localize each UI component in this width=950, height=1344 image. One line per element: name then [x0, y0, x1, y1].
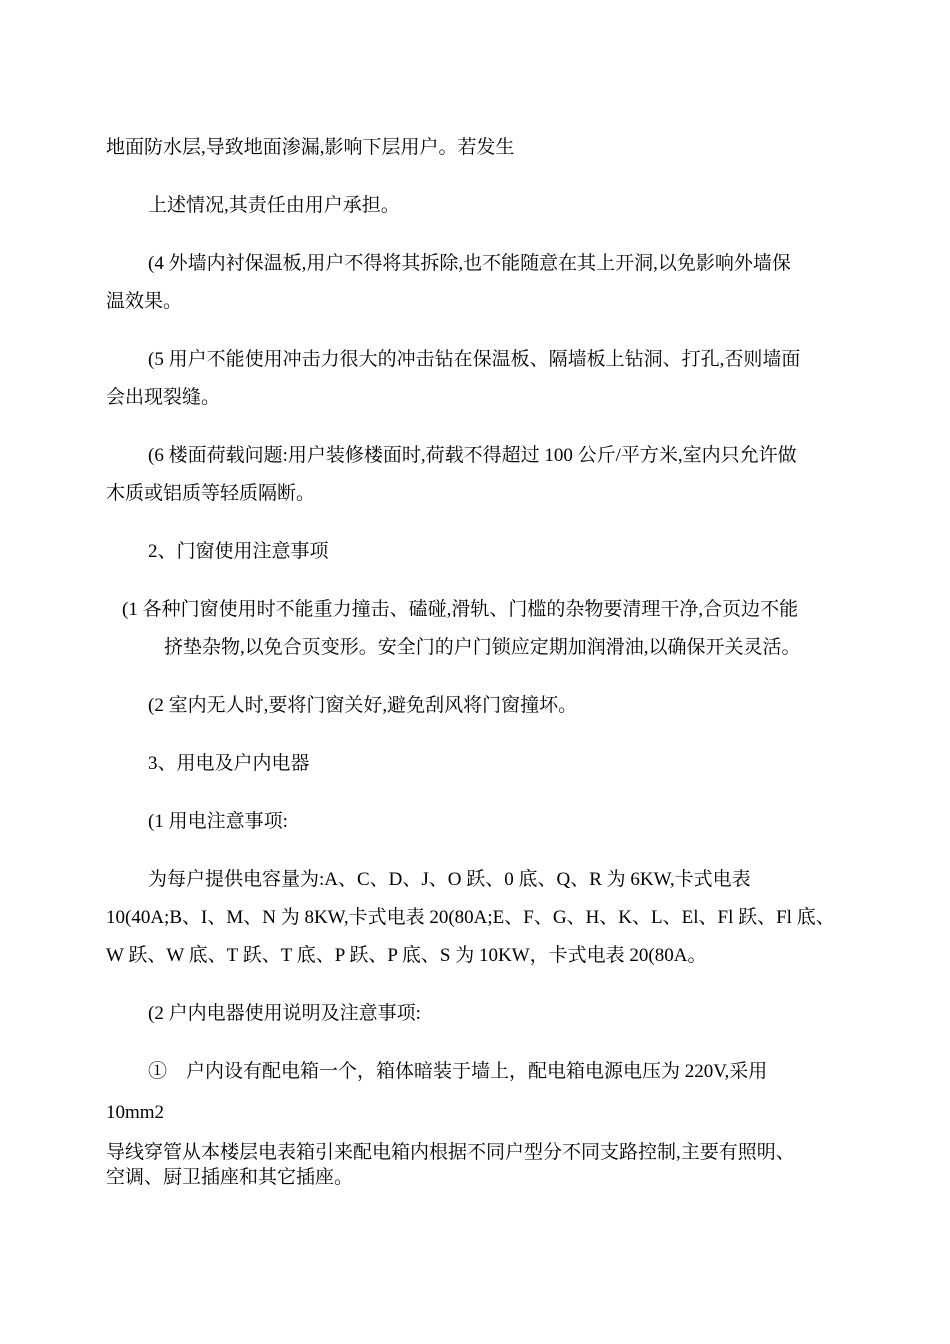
section-heading: 2、门窗使用注意事项 — [148, 541, 329, 562]
text-line: W 跃、W 底、T 跃、T 底、P 跃、P 底、S 为 10KW，卡式电表 20(80A。 — [106, 945, 707, 966]
text-line: 导线穿管从本楼层电表箱引来配电箱内根据不同户型分不同支路控制,主要有照明、 — [106, 1142, 795, 1163]
text-line: 温效果。 — [106, 291, 183, 312]
text-line: 为每户提供电容量为:A、C、D、J、O 跃、0 底、Q、R 为 6KW,卡式电表 — [148, 869, 751, 890]
text-line: (2 室内无人时,要将门窗关好,避免刮风将门窗撞坏。 — [148, 695, 578, 716]
text-line: 上述情况,其责任由用户承担。 — [148, 195, 400, 216]
text-line: ① 户内设有配电箱一个，箱体暗装于墙上，配电箱电源电压为 220V,采用 — [148, 1061, 768, 1082]
text-line: (1 各种门窗使用时不能重力撞击、磕碰,滑轨、门槛的杂物要清理干净,合页边不能 — [122, 599, 799, 620]
text-line: 地面防水层,导致地面渗漏,影响下层用户。若发生 — [106, 137, 515, 158]
text-line: 10mm2 — [106, 1102, 165, 1123]
section-heading: 3、用电及户内电器 — [148, 753, 310, 774]
text-line: (2 户内电器使用说明及注意事项: — [148, 1003, 421, 1024]
text-line: 木质或铝质等轻质隔断。 — [106, 483, 316, 504]
text-line: (5 用户不能使用冲击力很大的冲击钻在保温板、隔墙板上钻洞、打孔,否则墙面 — [148, 349, 801, 370]
text-line: (1 用电注意事项: — [148, 811, 288, 832]
text-line: 10(40A;B、I、M、N 为 8KW,卡式电表 20(80A;E、F、G、H、K、L、El、Fl 跃、Fl 底、 — [106, 907, 835, 928]
text-line: (6 楼面荷载问题:用户装修楼面时,荷载不得超过 100 公斤/平方米,室内只允许做 — [148, 445, 797, 466]
text-line: 空调、厨卫插座和其它插座。 — [106, 1167, 354, 1188]
text-line: (4 外墙内衬保温板,用户不得将其拆除,也不能随意在其上开洞,以免影响外墙保 — [148, 253, 791, 274]
text-line: 挤垫杂物,以免合页变形。安全门的户门锁应定期加润滑油,以确保开关灵活。 — [164, 637, 801, 658]
text-line: 会出现裂缝。 — [106, 387, 221, 408]
